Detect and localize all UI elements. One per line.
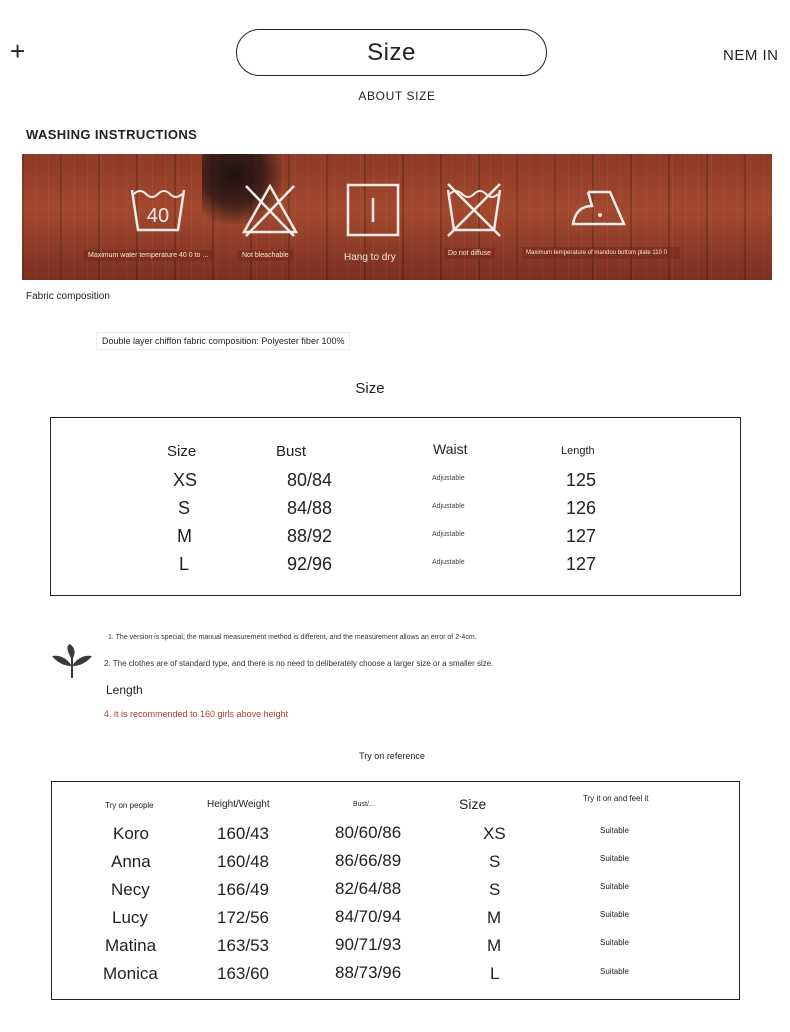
waist-cell: Adjustable bbox=[432, 531, 465, 538]
menu-plus-icon[interactable]: + bbox=[10, 36, 26, 66]
length-cell: 126 bbox=[566, 498, 597, 518]
wash-40-icon bbox=[128, 182, 188, 238]
size-col-header: Size bbox=[167, 443, 197, 460]
waist-col-header: Waist bbox=[433, 441, 468, 457]
no-bleach-icon bbox=[240, 180, 300, 238]
person-name: Matina bbox=[105, 936, 157, 955]
person-feel: Suitable bbox=[600, 854, 629, 863]
feel-col-header: Try it on and feel it bbox=[583, 794, 649, 803]
person-feel: Suitable bbox=[600, 938, 629, 947]
person-feel: Suitable bbox=[600, 826, 629, 835]
person-size: L bbox=[490, 964, 500, 983]
washing-banner bbox=[22, 154, 772, 280]
person-name: Necy bbox=[111, 880, 150, 899]
iron-icon bbox=[570, 188, 628, 228]
person-bust: 86/66/89 bbox=[335, 851, 402, 870]
person-bust: 82/64/88 bbox=[335, 879, 402, 898]
bust-cell: 80/84 bbox=[287, 470, 333, 490]
person-feel: Suitable bbox=[600, 910, 629, 919]
hw-col-header: Height/Weight bbox=[207, 799, 270, 810]
people-col-header: Try on people bbox=[105, 801, 154, 810]
size-cell: S bbox=[178, 498, 191, 518]
person-hw: 172/56 bbox=[217, 908, 269, 927]
iron-label: Maximum temperature of mandou bottom plate 110 0 bbox=[522, 247, 680, 259]
bust-cell: 88/92 bbox=[287, 526, 333, 546]
try-on-title: Try on reference bbox=[359, 751, 425, 761]
wash-40-label: Maximum water temperature 40 0 to ... bbox=[84, 250, 212, 261]
person-bust: 90/71/93 bbox=[335, 935, 402, 954]
person-bust: 84/70/94 bbox=[335, 907, 402, 926]
try-on-table bbox=[51, 781, 740, 1000]
about-size-subtitle: ABOUT SIZE bbox=[358, 89, 436, 103]
person-name: Lucy bbox=[112, 908, 148, 927]
length-cell: 125 bbox=[566, 470, 597, 490]
person-name: Monica bbox=[103, 964, 158, 983]
person-hw: 166/49 bbox=[217, 880, 269, 899]
note-length-label: Length bbox=[106, 683, 143, 697]
person-size: S bbox=[489, 852, 501, 871]
person-hw: 163/60 bbox=[217, 964, 269, 983]
person-name: Anna bbox=[111, 852, 151, 871]
person-size: M bbox=[487, 908, 502, 927]
person-hw: 160/48 bbox=[217, 852, 269, 871]
size-cell: L bbox=[179, 554, 190, 574]
fabric-composition-text: Double layer chiffon fabric composition: Polyester fiber 100% bbox=[96, 332, 350, 350]
page-title bbox=[236, 29, 547, 76]
leaf-icon bbox=[50, 644, 94, 680]
person-hw: 160/43 bbox=[217, 824, 269, 843]
length-cell: 127 bbox=[566, 526, 597, 546]
hang-dry-icon bbox=[345, 182, 401, 238]
no-bleach-label: Not bleachable bbox=[238, 250, 293, 261]
person-bust: 88/73/96 bbox=[335, 963, 402, 982]
person-size: XS bbox=[483, 824, 506, 843]
size-section-heading: Size bbox=[355, 380, 385, 397]
no-diffuse-icon bbox=[444, 180, 504, 238]
person-feel: Suitable bbox=[600, 882, 629, 891]
bust-col-header-2: Bust/... bbox=[353, 801, 375, 808]
person-name: Koro bbox=[113, 824, 149, 843]
length-cell: 127 bbox=[566, 554, 597, 574]
size-cell: M bbox=[177, 526, 192, 546]
bust-cell: 84/88 bbox=[287, 498, 333, 518]
note-line-2: 2. The clothes are of standard type, and there is no need to deliberately choose a larger size or a smaller size. bbox=[104, 659, 494, 668]
washing-instructions-title: WASHING INSTRUCTIONS bbox=[26, 127, 198, 142]
bust-cell: 92/96 bbox=[287, 554, 333, 574]
svg-text:40: 40 bbox=[146, 205, 170, 227]
waist-cell: Adjustable bbox=[432, 475, 465, 482]
person-feel: Suitable bbox=[600, 967, 629, 976]
person-bust: 80/60/86 bbox=[335, 823, 402, 842]
size-cell: XS bbox=[173, 470, 198, 490]
fabric-composition-label: Fabric composition bbox=[26, 291, 110, 302]
person-size: M bbox=[487, 936, 502, 955]
length-col-header: Length bbox=[561, 445, 595, 457]
hang-dry-label: Hang to dry bbox=[344, 252, 396, 263]
person-hw: 163/53 bbox=[217, 936, 269, 955]
bust-col-header: Bust bbox=[276, 443, 307, 460]
note-line-1: 1. The version is special, the manual measurement method is different, and the measurement allows an error of 2-4cm. bbox=[108, 634, 477, 641]
person-size: S bbox=[489, 880, 501, 899]
size-col-header-2: Size bbox=[459, 796, 487, 812]
size-table bbox=[50, 417, 741, 596]
page-title-text: Size bbox=[367, 38, 416, 66]
waist-cell: Adjustable bbox=[432, 503, 465, 510]
note-line-4: 4. it is recommended to 160 girls above height bbox=[104, 709, 289, 719]
waist-cell: Adjustable bbox=[432, 559, 465, 566]
no-diffuse-label: Do not diffuse bbox=[444, 248, 495, 259]
nav-new-in-link[interactable]: NEM IN bbox=[723, 47, 779, 64]
